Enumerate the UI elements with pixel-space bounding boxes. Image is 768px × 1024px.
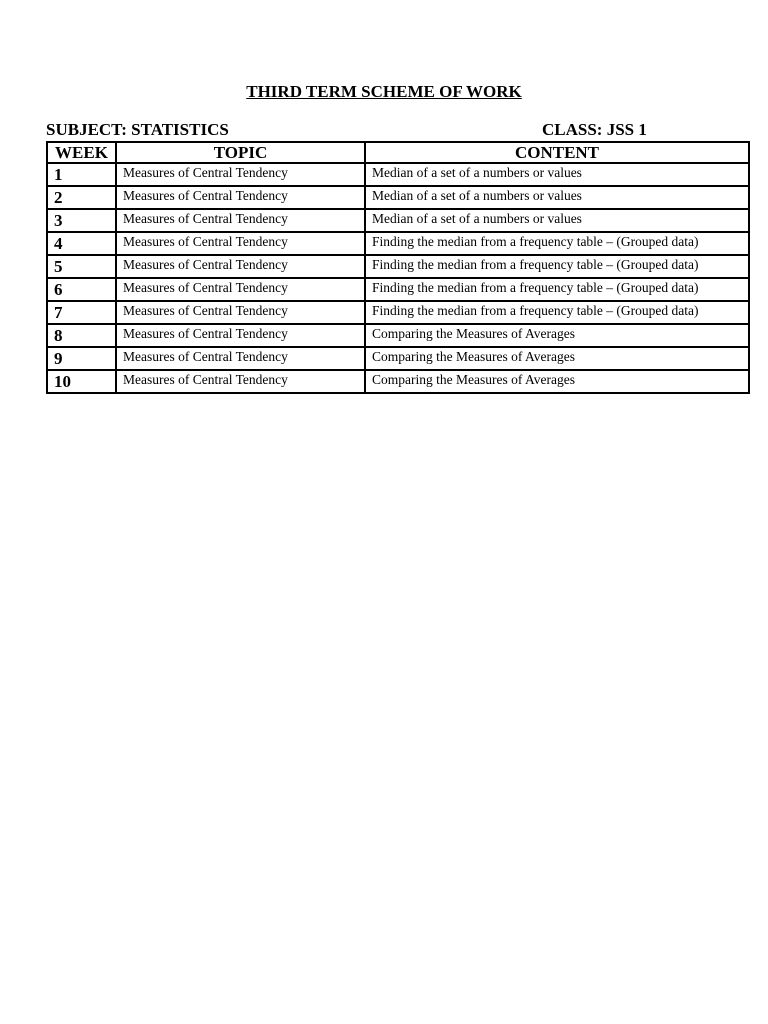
class-label: CLASS: JSS 1 [542, 120, 647, 139]
content-cell: Finding the median from a frequency table – (Grouped data) [365, 255, 749, 278]
content-cell: Comparing the Measures of Averages [365, 324, 749, 347]
subject-label: SUBJECT: STATISTICS [46, 120, 229, 139]
content-cell: Median of a set of a numbers or values [365, 163, 749, 186]
topic-cell: Measures of Central Tendency [116, 163, 365, 186]
content-cell: Finding the median from a frequency table – (Grouped data) [365, 301, 749, 324]
table-row [47, 301, 749, 324]
scheme-of-work-table [46, 141, 750, 394]
table-body [47, 163, 749, 393]
topic-cell: Measures of Central Tendency [116, 186, 365, 209]
table-row [47, 209, 749, 232]
week-cell: 1 [47, 163, 116, 186]
topic-cell: Measures of Central Tendency [116, 301, 365, 324]
week-cell: 7 [47, 301, 116, 324]
topic-cell: Measures of Central Tendency [116, 232, 365, 255]
document-title: THIRD TERM SCHEME OF WORK [246, 82, 522, 101]
content-cell: Median of a set of a numbers or values [365, 209, 749, 232]
content-cell: Comparing the Measures of Averages [365, 347, 749, 370]
table-row [47, 324, 749, 347]
week-cell: 2 [47, 186, 116, 209]
topic-cell: Measures of Central Tendency [116, 347, 365, 370]
topic-cell: Measures of Central Tendency [116, 324, 365, 347]
table-row [47, 163, 749, 186]
table-row [47, 232, 749, 255]
table-row [47, 370, 749, 393]
week-cell: 3 [47, 209, 116, 232]
content-cell: Median of a set of a numbers or values [365, 186, 749, 209]
topic-cell: Measures of Central Tendency [116, 278, 365, 301]
week-column-header: WEEK [47, 142, 116, 163]
week-cell: 5 [47, 255, 116, 278]
week-cell: 10 [47, 370, 116, 393]
content-cell: Finding the median from a frequency table – (Grouped data) [365, 232, 749, 255]
table-row [47, 186, 749, 209]
week-cell: 4 [47, 232, 116, 255]
table-row [47, 278, 749, 301]
table-row [47, 255, 749, 278]
table-header-row [47, 142, 749, 163]
content-column-header: CONTENT [365, 142, 749, 163]
topic-cell: Measures of Central Tendency [116, 370, 365, 393]
table-row [47, 347, 749, 370]
topic-cell: Measures of Central Tendency [116, 255, 365, 278]
content-cell: Finding the median from a frequency table – (Grouped data) [365, 278, 749, 301]
week-cell: 6 [47, 278, 116, 301]
week-cell: 9 [47, 347, 116, 370]
content-cell: Comparing the Measures of Averages [365, 370, 749, 393]
topic-column-header: TOPIC [116, 142, 365, 163]
week-cell: 8 [47, 324, 116, 347]
topic-cell: Measures of Central Tendency [116, 209, 365, 232]
